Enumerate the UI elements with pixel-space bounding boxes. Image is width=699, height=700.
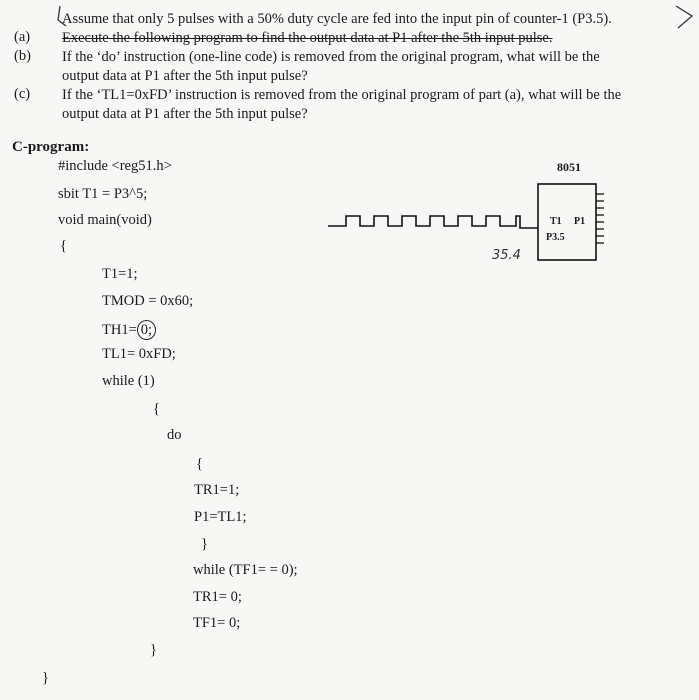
- code-tr1-clear: TR1= 0;: [193, 589, 242, 605]
- part-a-label: (a): [14, 29, 31, 45]
- part-c-text-line2: output data at P1 after the 5th input pulse?: [62, 106, 308, 122]
- question-intro: Assume that only 5 pulses with a 50% duty cycle are fed into the input pin of counter-1 (P3.5).: [62, 11, 612, 27]
- part-b-label: (b): [14, 48, 31, 64]
- code-include: #include <reg51.h>: [58, 158, 172, 174]
- code-brace-open-while: {: [153, 401, 160, 417]
- code-p1: P1=TL1;: [194, 509, 247, 525]
- code-tl1: TL1= 0xFD;: [102, 346, 176, 362]
- code-tr1-set: TR1=1;: [194, 482, 240, 498]
- code-main: void main(void): [58, 212, 152, 228]
- part-c-text-line1: If the ‘TL1=0xFD’ instruction is removed from the original program of part (a), what will be the: [62, 87, 622, 103]
- code-brace-open-main: {: [60, 238, 67, 254]
- pin-p1-label: P1: [574, 216, 586, 227]
- pin-p35-label: P3.5: [546, 232, 565, 243]
- chip-box: [538, 184, 596, 260]
- program-heading: C-program:: [12, 139, 90, 155]
- code-th1-lhs: TH1=: [102, 322, 137, 338]
- code-brace-open-do: {: [196, 456, 203, 472]
- question-bracket: [0, 0, 699, 130]
- chip-label: 8051: [557, 160, 581, 174]
- code-th1: [102, 320, 156, 340]
- code-while-tf1: while (TF1= = 0);: [193, 562, 298, 578]
- code-while1: while (1): [102, 373, 155, 389]
- code-t1: T1=1;: [102, 266, 138, 282]
- chip-pins: [596, 194, 604, 243]
- code-brace-close-do: }: [201, 536, 208, 552]
- circled-value: 0;: [137, 320, 156, 340]
- pulse-waveform: [328, 216, 538, 228]
- part-b-text-line1: If the ‘do’ instruction (one-line code) is removed from the original program, what will be the: [62, 49, 600, 65]
- part-c-label: (c): [14, 86, 31, 102]
- code-tmod: TMOD = 0x60;: [102, 293, 194, 309]
- part-b-text-line2: output data at P1 after the 5th input pulse?: [62, 68, 308, 84]
- pin-t1-label: T1: [550, 216, 562, 227]
- code-do: do: [167, 427, 182, 443]
- part-a-text: Execute the following program to find the output data at P1 after the 5th input pulse.: [62, 30, 553, 46]
- code-sbit: sbit T1 = P3^5;: [58, 186, 148, 202]
- handwritten-note: 35.4: [492, 248, 521, 263]
- code-tf1-clear: TF1= 0;: [193, 615, 241, 631]
- code-brace-close-main: }: [42, 670, 49, 686]
- code-brace-close-while: }: [150, 642, 157, 658]
